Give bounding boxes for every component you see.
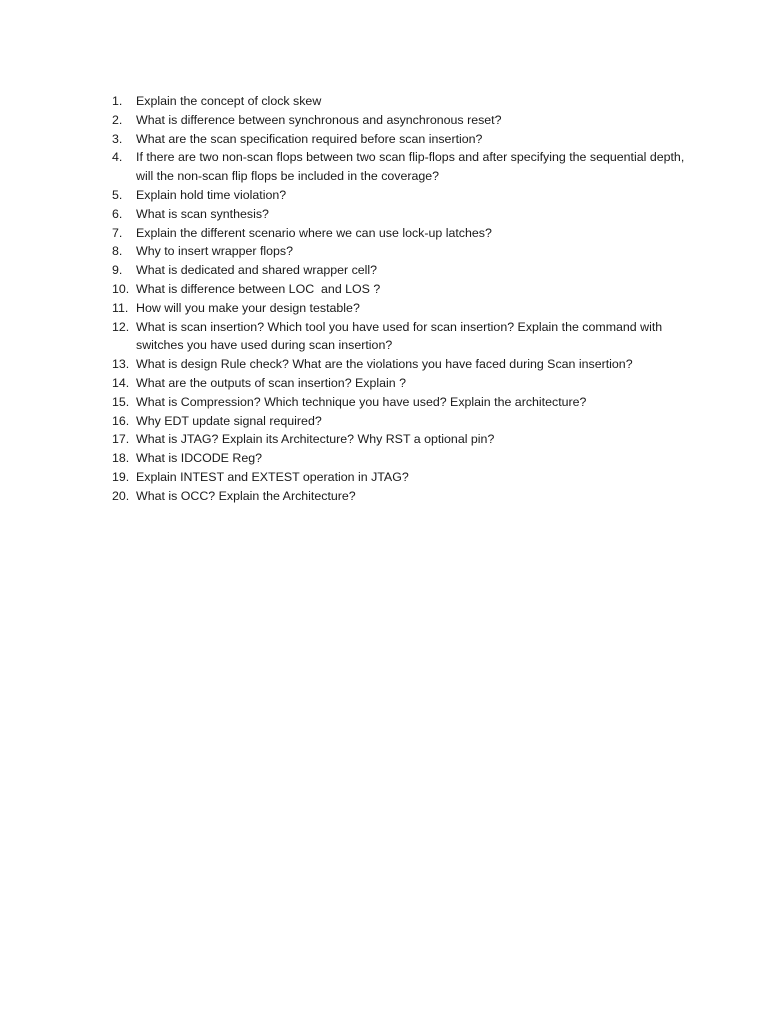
question-text: How will you make your design testable?: [136, 300, 360, 315]
question-number: 9.: [112, 263, 123, 278]
question-text: What is design Rule check? What are the violations you have faced during Scan insertion?: [136, 357, 633, 372]
question-text: What is OCC? Explain the Architecture?: [136, 488, 356, 503]
question-text: What is dedicated and shared wrapper cell?: [136, 263, 378, 278]
list-item: [112, 148, 692, 186]
list-item: [112, 224, 692, 243]
question-text: What is scan synthesis?: [136, 206, 269, 221]
question-text: Why to insert wrapper flops?: [136, 244, 294, 259]
list-item: [112, 130, 692, 149]
question-number: 19.: [112, 469, 130, 484]
question-number: 18.: [112, 451, 130, 466]
question-number: 11.: [112, 300, 129, 315]
list-item: [112, 487, 692, 506]
question-list: [112, 92, 692, 506]
question-number: 17.: [112, 432, 130, 447]
question-text: What is Compression? Which technique you have used? Explain the architecture?: [136, 394, 587, 409]
question-text: If there are two non-scan flops between two scan flip-flops and after specifying the sequential depth, will the non-scan flip flops be included in the coverage?: [136, 150, 688, 184]
list-item: [112, 242, 692, 261]
question-number: 6.: [112, 206, 123, 221]
list-item: [112, 280, 692, 299]
question-text: What is difference between LOC and LOS ?: [136, 281, 381, 296]
list-item: [112, 468, 692, 487]
list-item: [112, 430, 692, 449]
question-text: Why EDT update signal required?: [136, 413, 322, 428]
question-text: Explain hold time violation?: [136, 187, 287, 202]
question-text: What is difference between synchronous and asynchronous reset?: [136, 112, 502, 127]
list-item: [112, 261, 692, 280]
question-text: What is IDCODE Reg?: [136, 451, 263, 466]
question-number: 1.: [112, 94, 123, 108]
question-number: 14.: [112, 375, 130, 390]
question-number: 10.: [112, 281, 130, 296]
list-item: [112, 111, 692, 130]
list-item: [112, 299, 692, 318]
list-item: [112, 318, 692, 356]
question-number: 16.: [112, 413, 130, 428]
question-number: 4.: [112, 150, 123, 165]
list-item: [112, 205, 692, 224]
list-item: [112, 412, 692, 431]
list-item: [112, 92, 692, 111]
question-number: 5.: [112, 187, 123, 202]
list-item: [112, 374, 692, 393]
question-number: 20.: [112, 488, 130, 503]
list-item: [112, 355, 692, 374]
question-text: What are the scan specification required before scan insertion?: [136, 131, 483, 146]
question-text: What is JTAG? Explain its Architecture? Why RST a optional pin?: [136, 432, 495, 447]
question-number: 12.: [112, 319, 130, 334]
question-text: Explain INTEST and EXTEST operation in JTAG?: [136, 469, 409, 484]
list-item: [112, 393, 692, 412]
question-number: 2.: [112, 112, 123, 127]
question-text: Explain the different scenario where we can use lock-up latches?: [136, 225, 492, 240]
list-item: [112, 186, 692, 205]
question-number: 15.: [112, 394, 130, 409]
question-number: 7.: [112, 225, 123, 240]
question-number: 8.: [112, 244, 123, 259]
question-text: What is scan insertion? Which tool you have used for scan insertion? Explain the command with switches you have used during scan insertion?: [136, 319, 666, 353]
question-number: 13.: [112, 357, 130, 372]
question-text: What are the outputs of scan insertion? Explain ?: [136, 375, 406, 390]
question-number: 3.: [112, 131, 123, 146]
list-item: [112, 449, 692, 468]
question-text: Explain the concept of clock skew: [136, 94, 322, 108]
